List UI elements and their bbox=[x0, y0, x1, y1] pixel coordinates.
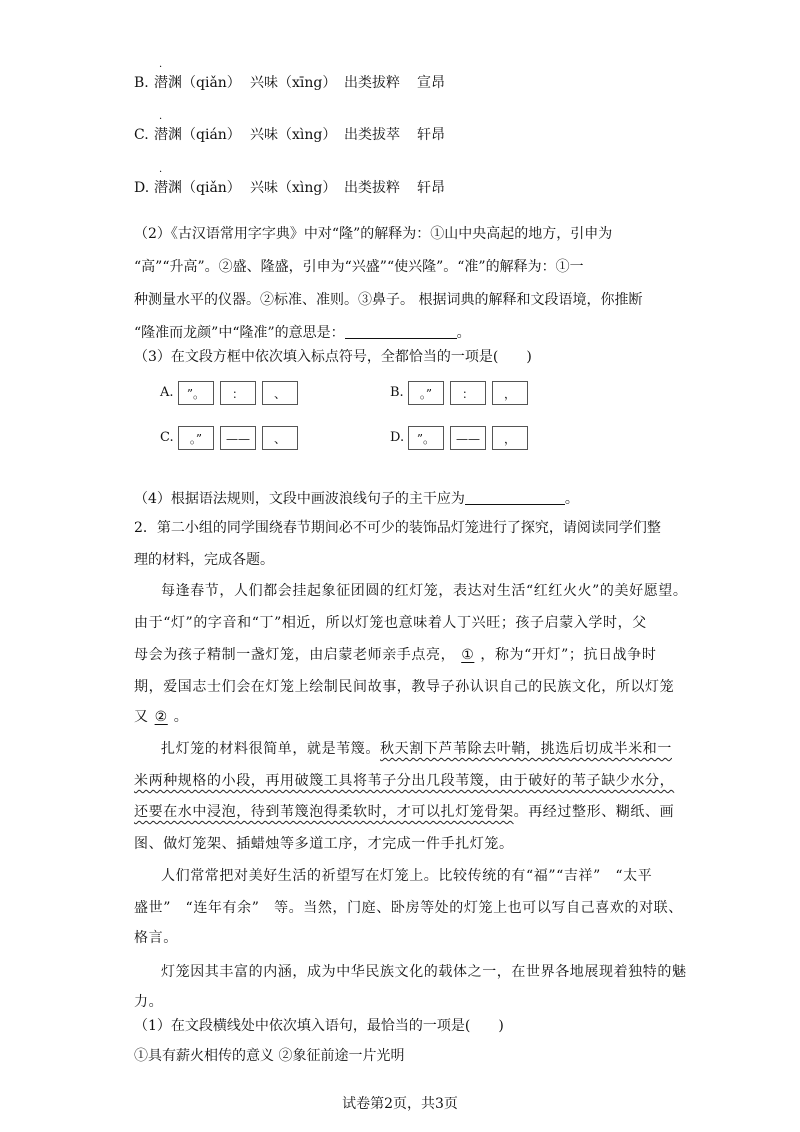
option-label: A. bbox=[160, 385, 174, 400]
q4-text: （4）根据语法规则，文段中画波浪线句子的主干应为 bbox=[134, 491, 465, 507]
q2-line1: （2）《古汉语常用字字典》中对“隆”的解释为：①山中央高起的地方，引申为 bbox=[134, 226, 613, 242]
punct-box: ”。 bbox=[178, 381, 214, 405]
emphasis-dot: · bbox=[159, 167, 163, 178]
dotted-char-text: 潜 bbox=[154, 127, 168, 143]
q2-line4-text: “隆准而龙颜”中“隆准”的意思是： bbox=[134, 325, 345, 341]
option-word2: 兴味（xìng） bbox=[250, 180, 337, 196]
q3-text: （3）在文段方框中依次填入标点符号，全都恰当的一项是( ) bbox=[134, 349, 532, 365]
option-word1 bbox=[154, 114, 241, 146]
punct-box: ： bbox=[220, 381, 256, 405]
option-letter: B. bbox=[134, 75, 149, 91]
punct-box: 、 bbox=[262, 381, 298, 405]
option-letter: D. bbox=[134, 180, 150, 196]
q2-line3: 种测量水平的仪器。②标准、准则。③鼻子。 根据词典的解释和文段语境，你推断 bbox=[134, 292, 643, 308]
passage-p1-l5 bbox=[134, 706, 188, 726]
section2-line1: 2．第二小组的同学围绕春节期间必不可少的装饰品灯笼进行了探究，请阅读同学们整 bbox=[134, 520, 661, 536]
q2-line4-end: 。 bbox=[456, 325, 471, 341]
option-word2: 兴味（xīng） bbox=[250, 75, 337, 91]
page-footer: 试卷第2页，共3页 bbox=[342, 1096, 458, 1112]
passage-text: 。再经过整形、糊纸、画 bbox=[513, 804, 675, 820]
passage-p1-l2: 由于“灯”的字音和“丁”相近，所以灯笼也意味着人丁兴旺；孩子启蒙入学时，父 bbox=[134, 615, 647, 631]
passage-p2-l3 bbox=[134, 801, 674, 821]
passage-p4-l2: 力。 bbox=[134, 994, 164, 1010]
word1-rest: 渊（qián） bbox=[168, 127, 241, 143]
option-label: B. bbox=[390, 385, 404, 400]
punct-box: ， bbox=[492, 381, 528, 405]
option-word4: 轩昂 bbox=[417, 127, 445, 143]
blank-1: ① bbox=[461, 647, 475, 663]
word1-rest: 渊（qiǎn） bbox=[168, 180, 241, 196]
q2-1-text: （1）在文段横线处中依次填入语句，最恰当的一项是( ) bbox=[134, 1018, 504, 1034]
q4-line bbox=[134, 488, 579, 508]
option-word4: 宣昂 bbox=[417, 75, 445, 91]
passage-p3-l1: 人们常常把对美好生活的祈望写在灯笼上。比较传统的有“福”“吉祥” “太平 bbox=[161, 868, 653, 884]
punct-box: 、 bbox=[262, 426, 298, 450]
q2-line4 bbox=[134, 322, 471, 342]
option-word2: 兴味（xìng） bbox=[250, 127, 337, 143]
passage-text: 又 bbox=[134, 709, 149, 725]
q2-1-options: ①具有薪火相传的意义 ②象征前途一片光明 bbox=[134, 1048, 405, 1064]
passage-p1-l1: 每逢春节，人们都会挂起象征团圆的红灯笼，表达对生活“红红火火”的美好愿望。 bbox=[161, 583, 688, 599]
passage-p3-l3: 格言。 bbox=[134, 930, 178, 946]
passage-text: 母会为孩子精制一盏灯笼，由启蒙老师亲手点亮， bbox=[134, 647, 456, 663]
option-word3: 出类拔粹 bbox=[344, 180, 400, 196]
passage-text: ，称为“开灯”；抗日战争时 bbox=[480, 647, 657, 663]
word1-rest: 渊（qiǎn） bbox=[168, 75, 241, 91]
option-word1 bbox=[154, 167, 241, 199]
wavy-underlined-sentence: 还要在水中浸泡，待到苇篾泡得柔软时，才可以扎灯笼骨架 bbox=[134, 804, 514, 820]
option-letter: C. bbox=[134, 127, 149, 143]
passage-p2-l4: 图、做灯笼架、插蜡烛等多道工序，才完成一件手扎灯笼。 bbox=[134, 836, 514, 852]
dotted-char bbox=[154, 167, 168, 199]
option-word1 bbox=[154, 62, 241, 94]
passage-p3-l2: 盛世” “连年有余” 等。当然，门庭、卧房等处的灯笼上也可以写自己喜欢的对联、 bbox=[134, 900, 683, 916]
punct-box: —— bbox=[220, 426, 256, 450]
passage-p1-l4: 期，爱国志士们会在灯笼上绘制民间故事，教导子孙认识自己的民族文化，所以灯笼 bbox=[134, 679, 675, 695]
option-label: D. bbox=[390, 430, 405, 445]
answer-blank[interactable] bbox=[345, 324, 457, 339]
punct-box: ”。 bbox=[408, 426, 444, 450]
emphasis-dot: · bbox=[159, 114, 163, 125]
passage-p1-l3 bbox=[134, 644, 656, 664]
passage-p2-l1 bbox=[161, 738, 672, 758]
option-word3: 出类拔粹 bbox=[344, 75, 400, 91]
punct-box: ： bbox=[450, 381, 486, 405]
wavy-underlined-sentence: 米两种规格的小段，再用破篾工具将苇子分出几段苇篾，由于破好的苇子缺少水分， bbox=[134, 773, 675, 789]
punct-box: ， bbox=[492, 426, 528, 450]
punct-box: 。” bbox=[178, 426, 214, 450]
wavy-underlined-sentence: 秋天割下芦苇除去叶鞘，挑选后切成半米和一 bbox=[380, 741, 672, 757]
dotted-char-text: 潜 bbox=[154, 180, 168, 196]
option-label: C. bbox=[160, 430, 174, 445]
option-word3: 出类拔萃 bbox=[344, 127, 400, 143]
punct-box: 。” bbox=[408, 381, 444, 405]
blank-2: ② bbox=[154, 709, 168, 725]
passage-p2-l2 bbox=[134, 770, 674, 790]
q4-end: 。 bbox=[564, 491, 579, 507]
passage-text: 扎灯笼的材料很简单，就是苇篾。 bbox=[161, 741, 380, 757]
dotted-char bbox=[154, 62, 168, 94]
dotted-char-text: 潜 bbox=[154, 75, 168, 91]
punct-box: —— bbox=[450, 426, 486, 450]
dotted-char bbox=[154, 114, 168, 146]
answer-blank[interactable] bbox=[465, 490, 565, 505]
option-word4: 轩昂 bbox=[417, 180, 445, 196]
passage-p4-l1: 灯笼因其丰富的内涵，成为中华民族文化的载体之一，在世界各地展现着独特的魅 bbox=[161, 964, 687, 980]
section2-line2: 理的材料，完成各题。 bbox=[134, 552, 274, 568]
emphasis-dot: · bbox=[159, 62, 163, 73]
q2-line2: “高”“升高”。②盛、隆盛，引申为“兴盛”“使兴隆”。“准”的解释为：①一 bbox=[134, 259, 584, 275]
passage-text: 。 bbox=[173, 709, 189, 725]
